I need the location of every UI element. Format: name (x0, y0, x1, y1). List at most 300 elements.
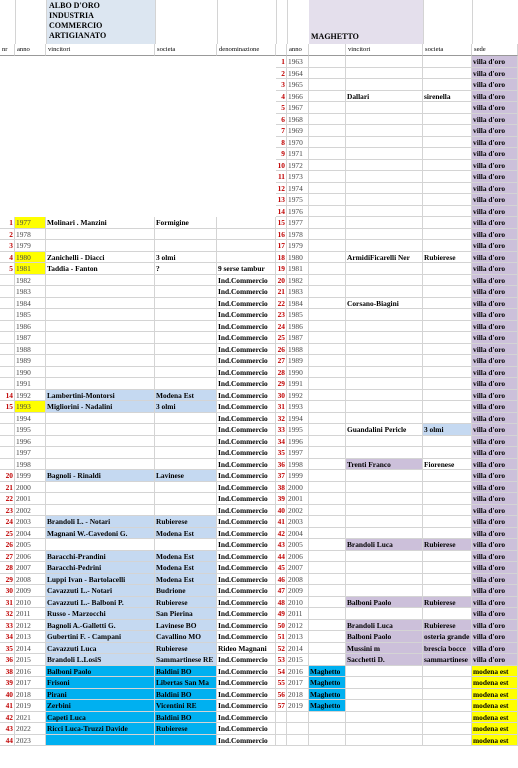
right-nr-cell[interactable]: 17 (277, 241, 285, 250)
right-nr-cell[interactable]: 21 (277, 287, 285, 296)
right-maghetto-cell[interactable] (309, 148, 346, 160)
left-vincitori-cell[interactable] (46, 735, 155, 747)
right-anno-cell[interactable]: 1972 (287, 160, 309, 172)
left-vincitori-cell[interactable] (46, 493, 155, 505)
left-vincitori-cell[interactable] (46, 229, 155, 241)
left-denominazione-cell[interactable]: Ind.Commercio (217, 516, 276, 528)
left-vincitori-cell[interactable] (46, 378, 155, 390)
right-nr-cell[interactable]: 30 (277, 390, 285, 400)
right-vincitori-cell[interactable] (346, 137, 423, 149)
right-sede-cell[interactable]: villa d'oro (472, 585, 518, 597)
left-denominazione-cell[interactable]: Ind.Commercio (217, 482, 276, 494)
right-anno-cell[interactable]: 1969 (287, 125, 309, 137)
left-nr-cell[interactable]: 41 (0, 700, 15, 712)
right-vincitori-cell[interactable] (346, 160, 423, 172)
right-societa-cell[interactable] (423, 378, 472, 390)
right-anno-cell[interactable]: 1970 (287, 137, 309, 149)
right-maghetto-cell[interactable] (309, 206, 346, 218)
right-nr-cell[interactable]: 49 (277, 609, 285, 618)
right-sede-cell[interactable]: villa d'oro (472, 654, 518, 666)
right-sede-cell[interactable]: villa d'oro (472, 401, 518, 413)
left-denominazione-cell[interactable]: Ind.Commercio (217, 298, 276, 310)
right-sede-cell[interactable]: villa d'oro (472, 252, 518, 264)
right-sede-cell[interactable]: villa d'oro (472, 137, 518, 149)
right-anno-cell[interactable]: 2001 (287, 493, 309, 505)
right-sede-cell[interactable]: villa d'oro (472, 298, 518, 310)
right-anno-cell[interactable]: 1994 (287, 413, 309, 425)
left-societa-cell[interactable]: Rubierese (155, 723, 217, 735)
right-nr-cell[interactable]: 22 (277, 298, 285, 308)
right-vincitori-cell[interactable] (346, 79, 423, 91)
left-nr-cell[interactable]: 40 (0, 689, 15, 701)
left-nr-cell[interactable]: 23 (0, 505, 15, 517)
right-maghetto-cell[interactable] (309, 470, 346, 482)
right-anno-cell[interactable]: 2019 (287, 700, 309, 712)
right-sede-cell[interactable]: villa d'oro (472, 229, 518, 241)
right-nr-cell[interactable]: 8 (276, 137, 287, 149)
right-maghetto-cell[interactable] (309, 551, 346, 563)
left-nr-cell[interactable]: 43 (0, 723, 15, 735)
left-societa-cell[interactable] (155, 436, 217, 448)
right-anno-cell[interactable]: 1980 (287, 252, 309, 264)
right-anno-cell[interactable]: 2016 (287, 666, 309, 678)
right-anno-cell[interactable]: 1967 (287, 102, 309, 114)
right-societa-cell[interactable] (423, 102, 472, 114)
left-vincitori-cell[interactable]: Russo - Marzocchi (46, 608, 155, 620)
left-societa-cell[interactable]: Baldini BO (155, 689, 217, 701)
right-nr-cell[interactable]: 32 (277, 413, 285, 423)
right-maghetto-cell[interactable] (309, 275, 346, 287)
right-vincitori-cell[interactable]: Sacchetti D. (346, 654, 423, 666)
right-sede-cell[interactable]: villa d'oro (472, 413, 518, 425)
right-maghetto-cell[interactable] (309, 194, 346, 206)
right-vincitori-cell[interactable] (346, 206, 423, 218)
left-nr-cell[interactable]: 2 (0, 229, 15, 241)
left-vincitori-cell[interactable]: Brandoli L.LosiS (46, 654, 155, 666)
left-nr-cell[interactable]: 14 (0, 390, 15, 402)
right-vincitori-cell[interactable] (346, 321, 423, 333)
left-nr-cell[interactable] (0, 378, 15, 390)
right-sede-cell[interactable]: villa d'oro (472, 171, 518, 183)
left-denominazione-cell[interactable]: Ind.Commercio (217, 585, 276, 597)
left-anno-cell[interactable]: 1978 (15, 229, 46, 241)
left-societa-cell[interactable] (155, 367, 217, 379)
right-maghetto-cell[interactable] (309, 229, 346, 241)
right-anno-cell[interactable]: 1981 (287, 263, 309, 275)
left-nr-cell[interactable] (0, 332, 15, 344)
right-sede-cell[interactable]: villa d'oro (472, 160, 518, 172)
left-anno-cell[interactable]: 1998 (15, 459, 46, 471)
right-anno-cell[interactable] (287, 712, 309, 724)
right-nr-cell[interactable]: 28 (277, 367, 285, 377)
right-maghetto-cell[interactable] (309, 56, 346, 68)
right-nr-cell[interactable]: 43 (277, 540, 285, 549)
right-maghetto-cell[interactable] (309, 390, 346, 402)
right-sede-cell[interactable]: villa d'oro (472, 125, 518, 137)
right-anno-cell[interactable] (287, 723, 309, 735)
right-anno-cell[interactable]: 1989 (287, 355, 309, 367)
right-anno-cell[interactable]: 1982 (287, 275, 309, 287)
left-societa-cell[interactable]: Budrione (155, 585, 217, 597)
left-vincitori-cell[interactable] (46, 275, 155, 287)
left-vincitori-cell[interactable] (46, 505, 155, 517)
right-nr-cell[interactable]: 25 (277, 333, 285, 342)
right-maghetto-cell[interactable] (309, 654, 346, 666)
left-nr-cell[interactable]: 1 (0, 217, 15, 229)
right-vincitori-cell[interactable] (346, 275, 423, 287)
right-vincitori-cell[interactable] (346, 413, 423, 425)
left-denominazione-cell[interactable]: Ind.Commercio (217, 309, 276, 321)
right-nr-cell[interactable]: 20 (277, 275, 285, 285)
left-societa-cell[interactable]: Sammartinese RE (155, 654, 217, 666)
left-denominazione-cell[interactable]: Ind.Commercio (217, 367, 276, 379)
right-vincitori-cell[interactable] (346, 447, 423, 459)
left-societa-cell[interactable]: Formigine (155, 217, 217, 229)
left-societa-cell[interactable] (155, 378, 217, 390)
right-nr-cell[interactable]: 27 (277, 356, 285, 365)
left-nr-cell[interactable]: 34 (0, 631, 15, 643)
right-vincitori-cell[interactable] (346, 608, 423, 620)
left-nr-cell[interactable]: 15 (0, 401, 15, 413)
right-maghetto-cell[interactable] (309, 378, 346, 390)
right-societa-cell[interactable] (423, 240, 472, 252)
right-nr-cell[interactable]: 52 (277, 643, 285, 653)
left-vincitori-cell[interactable] (46, 286, 155, 298)
right-anno-cell[interactable]: 2012 (287, 620, 309, 632)
right-sede-cell[interactable]: modena est (472, 666, 518, 678)
left-vincitori-cell[interactable] (46, 447, 155, 459)
right-anno-cell[interactable]: 1971 (287, 148, 309, 160)
right-vincitori-cell[interactable] (346, 482, 423, 494)
right-anno-cell[interactable]: 1999 (287, 470, 309, 482)
right-anno-cell[interactable]: 1966 (287, 91, 309, 103)
right-maghetto-cell[interactable] (309, 562, 346, 574)
right-sede-cell[interactable]: villa d'oro (472, 309, 518, 321)
left-societa-cell[interactable] (155, 413, 217, 425)
right-nr-cell[interactable]: 4 (276, 91, 287, 103)
right-anno-cell[interactable]: 1991 (287, 378, 309, 390)
right-anno-cell[interactable]: 1974 (287, 183, 309, 195)
right-sede-cell[interactable]: villa d'oro (472, 482, 518, 494)
right-societa-cell[interactable] (423, 493, 472, 505)
right-maghetto-cell[interactable] (309, 539, 346, 551)
right-vincitori-cell[interactable] (346, 493, 423, 505)
left-anno-cell[interactable]: 1988 (15, 344, 46, 356)
right-vincitori-cell[interactable] (346, 585, 423, 597)
left-nr-cell[interactable]: 35 (0, 643, 15, 655)
right-maghetto-cell[interactable] (309, 459, 346, 471)
left-nr-cell[interactable]: 22 (0, 493, 15, 505)
right-maghetto-cell[interactable] (309, 528, 346, 540)
left-nr-cell[interactable]: 30 (0, 585, 15, 597)
right-societa-cell[interactable] (423, 401, 472, 413)
right-sede-cell[interactable]: villa d'oro (472, 102, 518, 114)
right-societa-cell[interactable]: Rubierese (423, 597, 472, 609)
left-societa-cell[interactable]: Vicentini RE (155, 700, 217, 712)
right-maghetto-cell[interactable] (309, 367, 346, 379)
right-nr-cell[interactable]: 46 (277, 574, 285, 584)
right-anno-cell[interactable]: 2015 (287, 654, 309, 666)
right-sede-cell[interactable]: villa d'oro (472, 608, 518, 620)
right-maghetto-cell[interactable] (309, 298, 346, 310)
left-anno-cell[interactable]: 2013 (15, 631, 46, 643)
left-nr-cell[interactable]: 32 (0, 608, 15, 620)
left-anno-cell[interactable]: 1991 (15, 378, 46, 390)
left-anno-cell[interactable]: 2014 (15, 643, 46, 655)
right-sede-cell[interactable]: modena est (472, 735, 518, 747)
right-maghetto-cell[interactable] (309, 286, 346, 298)
right-nr-cell[interactable]: 48 (277, 597, 285, 607)
left-anno-cell[interactable]: 1994 (15, 413, 46, 425)
right-sede-cell[interactable]: villa d'oro (472, 436, 518, 448)
left-vincitori-cell[interactable] (46, 436, 155, 448)
left-anno-cell[interactable]: 1986 (15, 321, 46, 333)
right-sede-cell[interactable]: villa d'oro (472, 631, 518, 643)
right-anno-cell[interactable]: 1992 (287, 390, 309, 402)
right-vincitori-cell[interactable] (346, 470, 423, 482)
left-denominazione-cell[interactable]: Ind.Commercio (217, 723, 276, 735)
right-societa-cell[interactable] (423, 206, 472, 218)
right-maghetto-cell[interactable]: Maghetto (309, 689, 346, 701)
right-societa-cell[interactable] (423, 447, 472, 459)
left-societa-cell[interactable]: Modena Est (155, 551, 217, 563)
right-vincitori-cell[interactable] (346, 183, 423, 195)
right-sede-cell[interactable]: villa d'oro (472, 194, 518, 206)
right-anno-cell[interactable]: 1978 (287, 229, 309, 241)
right-maghetto-cell[interactable] (309, 424, 346, 436)
left-anno-cell[interactable]: 2007 (15, 562, 46, 574)
right-vincitori-cell[interactable]: Balboni Paolo (346, 631, 423, 643)
left-nr-cell[interactable]: 39 (0, 677, 15, 689)
right-vincitori-cell[interactable] (346, 401, 423, 413)
right-nr-cell[interactable]: 10 (277, 160, 285, 170)
left-denominazione-cell[interactable]: Ind.Commercio (217, 413, 276, 425)
left-anno-cell[interactable]: 2004 (15, 528, 46, 540)
left-societa-cell[interactable]: San Pierina (155, 608, 217, 620)
right-maghetto-cell[interactable] (309, 114, 346, 126)
left-nr-cell[interactable] (0, 424, 15, 436)
right-vincitori-cell[interactable] (346, 263, 423, 275)
right-sede-cell[interactable]: villa d'oro (472, 183, 518, 195)
right-nr-cell[interactable]: 35 (277, 448, 285, 457)
right-societa-cell[interactable] (423, 56, 472, 68)
right-societa-cell[interactable] (423, 666, 472, 678)
left-nr-cell[interactable] (0, 436, 15, 448)
right-nr-cell[interactable]: 14 (277, 206, 285, 216)
right-societa-cell[interactable] (423, 298, 472, 310)
left-denominazione-cell[interactable]: Ind.Commercio (217, 390, 276, 402)
right-anno-cell[interactable]: 2017 (287, 677, 309, 689)
right-societa-cell[interactable] (423, 562, 472, 574)
left-societa-cell[interactable] (155, 240, 217, 252)
left-anno-cell[interactable]: 2005 (15, 539, 46, 551)
right-sede-cell[interactable]: modena est (472, 723, 518, 735)
left-nr-cell[interactable]: 3 (0, 240, 15, 252)
right-sede-cell[interactable]: villa d'oro (472, 367, 518, 379)
left-societa-cell[interactable]: 3 olmi (155, 401, 217, 413)
right-vincitori-cell[interactable] (346, 574, 423, 586)
left-denominazione-cell[interactable]: Ind.Commercio (217, 355, 276, 367)
right-anno-cell[interactable]: 1984 (287, 298, 309, 310)
right-societa-cell[interactable] (423, 217, 472, 229)
left-denominazione-cell[interactable]: Ind.Commercio (217, 275, 276, 287)
right-nr-cell[interactable]: 37 (277, 471, 285, 480)
right-nr-cell[interactable]: 40 (277, 505, 285, 515)
right-societa-cell[interactable] (423, 413, 472, 425)
left-vincitori-cell[interactable]: Taddia - Fanton (46, 263, 155, 275)
right-vincitori-cell[interactable] (346, 528, 423, 540)
left-nr-cell[interactable] (0, 413, 15, 425)
right-sede-cell[interactable]: villa d'oro (472, 470, 518, 482)
right-sede-cell[interactable]: villa d'oro (472, 597, 518, 609)
right-vincitori-cell[interactable] (346, 666, 423, 678)
left-vincitori-cell[interactable]: Capeti Luca (46, 712, 155, 724)
right-vincitori-cell[interactable]: Mussini m (346, 643, 423, 655)
right-anno-cell[interactable]: 1973 (287, 171, 309, 183)
right-societa-cell[interactable] (423, 160, 472, 172)
right-societa-cell[interactable] (423, 171, 472, 183)
left-anno-cell[interactable]: 2017 (15, 677, 46, 689)
left-nr-cell[interactable] (0, 286, 15, 298)
left-denominazione-cell[interactable]: Ind.Commercio (217, 677, 276, 689)
right-societa-cell[interactable] (423, 723, 472, 735)
left-vincitori-cell[interactable]: Cavazzuti Luca (46, 643, 155, 655)
right-sede-cell[interactable]: villa d'oro (472, 79, 518, 91)
right-nr-cell[interactable]: 3 (276, 79, 287, 91)
right-vincitori-cell[interactable] (346, 677, 423, 689)
right-sede-cell[interactable]: villa d'oro (472, 516, 518, 528)
left-vincitori-cell[interactable] (46, 332, 155, 344)
right-vincitori-cell[interactable] (346, 723, 423, 735)
left-nr-cell[interactable]: 28 (0, 562, 15, 574)
right-vincitori-cell[interactable] (346, 505, 423, 517)
right-maghetto-cell[interactable] (309, 447, 346, 459)
left-anno-cell[interactable]: 1987 (15, 332, 46, 344)
left-vincitori-cell[interactable] (46, 321, 155, 333)
right-vincitori-cell[interactable] (346, 229, 423, 241)
left-vincitori-cell[interactable]: Zanichelli - Diacci (46, 252, 155, 264)
right-societa-cell[interactable] (423, 367, 472, 379)
right-sede-cell[interactable]: villa d'oro (472, 424, 518, 436)
right-nr-cell[interactable]: 54 (277, 666, 285, 676)
left-denominazione-cell[interactable]: Ind.Commercio (217, 539, 276, 551)
left-anno-cell[interactable]: 1984 (15, 298, 46, 310)
right-nr-cell[interactable]: 47 (277, 586, 285, 595)
left-denominazione-cell[interactable] (217, 252, 276, 264)
left-nr-cell[interactable] (0, 309, 15, 321)
left-nr-cell[interactable] (0, 298, 15, 310)
left-anno-cell[interactable]: 1982 (15, 275, 46, 287)
left-denominazione-cell[interactable]: Ind.Commercio (217, 528, 276, 540)
right-vincitori-cell[interactable] (346, 286, 423, 298)
left-anno-cell[interactable]: 1985 (15, 309, 46, 321)
right-vincitori-cell[interactable]: Guandalini Pericle (346, 424, 423, 436)
left-anno-cell[interactable]: 1989 (15, 355, 46, 367)
right-vincitori-cell[interactable] (346, 551, 423, 563)
left-societa-cell[interactable]: Modena Est (155, 562, 217, 574)
left-denominazione-cell[interactable]: Ind.Commercio (217, 286, 276, 298)
right-maghetto-cell[interactable] (309, 355, 346, 367)
right-anno-cell[interactable]: 1998 (287, 459, 309, 471)
left-nr-cell[interactable]: 25 (0, 528, 15, 540)
right-vincitori-cell[interactable] (346, 68, 423, 80)
right-maghetto-cell[interactable] (309, 102, 346, 114)
left-societa-cell[interactable]: Rubierese (155, 643, 217, 655)
right-societa-cell[interactable] (423, 194, 472, 206)
right-societa-cell[interactable] (423, 229, 472, 241)
left-societa-cell[interactable]: Libertas San Ma (155, 677, 217, 689)
right-sede-cell[interactable]: villa d'oro (472, 148, 518, 160)
left-vincitori-cell[interactable]: Cavazzuti L.- Notari (46, 585, 155, 597)
left-anno-cell[interactable]: 1993 (15, 401, 46, 413)
right-sede-cell[interactable]: villa d'oro (472, 275, 518, 287)
right-anno-cell[interactable]: 1964 (287, 68, 309, 80)
right-sede-cell[interactable]: villa d'oro (472, 620, 518, 632)
left-denominazione-cell[interactable]: Ind.Commercio (217, 597, 276, 609)
right-maghetto-cell[interactable] (309, 436, 346, 448)
right-vincitori-cell[interactable] (346, 436, 423, 448)
right-societa-cell[interactable] (423, 344, 472, 356)
left-vincitori-cell[interactable]: Brandoli L. - Notari (46, 516, 155, 528)
right-anno-cell[interactable]: 1968 (287, 114, 309, 126)
right-nr-cell[interactable]: 39 (277, 494, 285, 503)
left-nr-cell[interactable]: 31 (0, 597, 15, 609)
right-nr-cell[interactable]: 50 (277, 620, 285, 630)
right-sede-cell[interactable]: villa d'oro (472, 447, 518, 459)
left-nr-cell[interactable] (0, 367, 15, 379)
left-anno-cell[interactable]: 1997 (15, 447, 46, 459)
right-vincitori-cell[interactable] (346, 367, 423, 379)
right-maghetto-cell[interactable] (309, 505, 346, 517)
right-nr-cell[interactable]: 16 (277, 229, 285, 239)
left-anno-cell[interactable]: 1977 (15, 217, 46, 229)
left-societa-cell[interactable]: Modena Est (155, 390, 217, 402)
left-vincitori-cell[interactable]: Balboni Paolo (46, 666, 155, 678)
left-denominazione-cell[interactable]: Ind.Commercio (217, 712, 276, 724)
right-maghetto-cell[interactable] (309, 240, 346, 252)
left-vincitori-cell[interactable]: Gubertini F. - Campani (46, 631, 155, 643)
right-vincitori-cell[interactable] (346, 378, 423, 390)
right-nr-cell[interactable]: 51 (277, 632, 285, 641)
left-vincitori-cell[interactable]: Magnani W.-Cavedoni G. (46, 528, 155, 540)
left-denominazione-cell[interactable]: Ind.Commercio (217, 551, 276, 563)
right-societa-cell[interactable]: Rubierese (423, 620, 472, 632)
right-maghetto-cell[interactable] (309, 608, 346, 620)
right-anno-cell[interactable]: 1965 (287, 79, 309, 91)
right-maghetto-cell[interactable] (309, 516, 346, 528)
left-nr-cell[interactable]: 33 (0, 620, 15, 632)
right-maghetto-cell[interactable] (309, 482, 346, 494)
right-nr-cell[interactable] (276, 723, 287, 735)
left-anno-cell[interactable]: 1990 (15, 367, 46, 379)
right-maghetto-cell[interactable]: Maghetto (309, 700, 346, 712)
left-vincitori-cell[interactable] (46, 482, 155, 494)
right-societa-cell[interactable] (423, 114, 472, 126)
right-anno-cell[interactable]: 1996 (287, 436, 309, 448)
right-vincitori-cell[interactable]: Trenti Franco (346, 459, 423, 471)
right-nr-cell[interactable]: 55 (277, 678, 285, 687)
right-maghetto-cell[interactable] (309, 643, 346, 655)
left-vincitori-cell[interactable]: Ricci Luca-Truzzi Davide (46, 723, 155, 735)
right-sede-cell[interactable]: villa d'oro (472, 263, 518, 275)
right-societa-cell[interactable] (423, 321, 472, 333)
left-anno-cell[interactable]: 2019 (15, 700, 46, 712)
left-nr-cell[interactable]: 4 (0, 252, 15, 264)
right-sede-cell[interactable]: villa d'oro (472, 643, 518, 655)
right-societa-cell[interactable] (423, 505, 472, 517)
right-societa-cell[interactable] (423, 148, 472, 160)
left-nr-cell[interactable]: 5 (0, 263, 15, 275)
